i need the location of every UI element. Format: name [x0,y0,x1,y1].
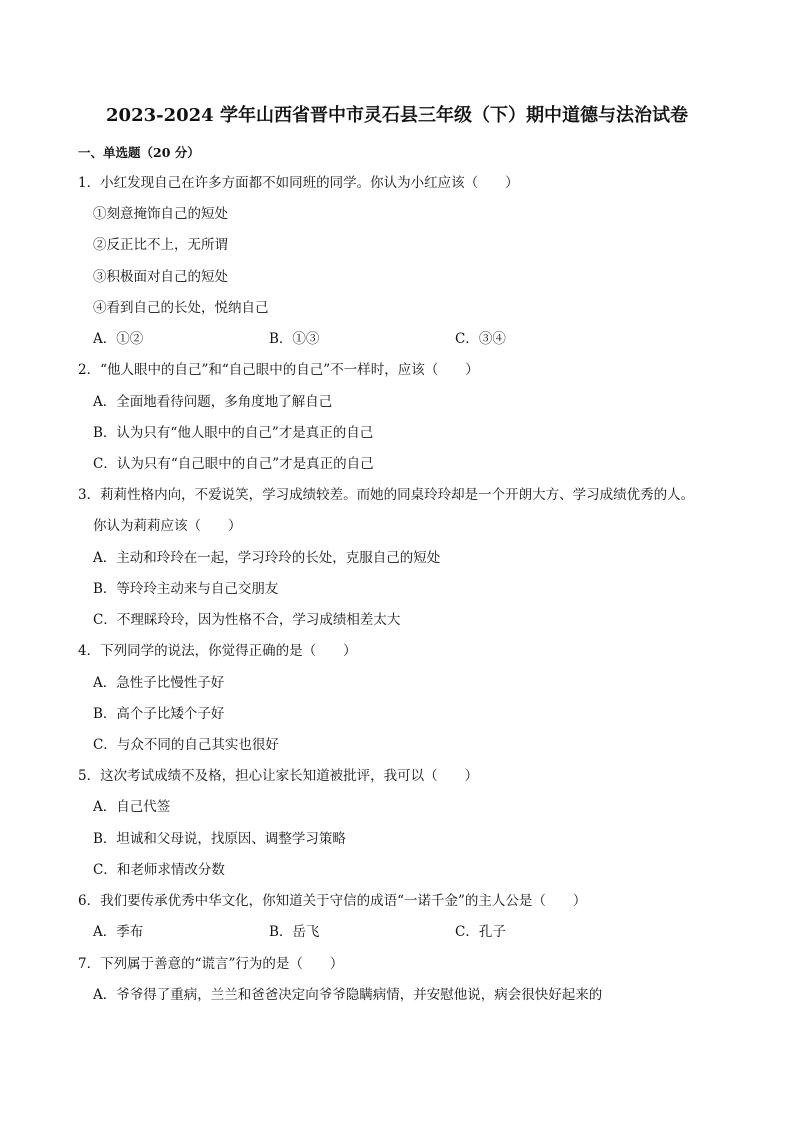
question-3-option-c: C．不理睬玲玲，因为性格不合，学习成绩相差太大 [93,612,401,628]
question-4-option-c: C．与众不同的自己其实也很好 [93,737,279,753]
exam-title: 2023-2024 学年山西省晋中市灵石县三年级（下）期中道德与法治试卷 [106,105,688,126]
question-6-options [93,922,733,942]
question-4-option-a: A．急性子比慢性子好 [93,675,225,691]
question-2-option-c: C．认为只有“自己眼中的自己”才是真正的自己 [93,456,374,472]
question-6-option-b: B．岳飞 [269,924,320,940]
question-3-option-a: A．主动和玲玲在一起，学习玲玲的长处，克服自己的短处 [93,550,441,566]
question-1-statement-2: ②反正比不上，无所谓 [93,237,228,253]
question-4-stem: 4．下列同学的说法，你觉得正确的是（ ） [78,643,357,659]
question-5-option-b: B．坦诚和父母说，找原因、调整学习策略 [93,831,346,847]
question-4-option-b: B．高个子比矮个子好 [93,706,225,722]
question-6-option-a: A．季布 [93,924,144,940]
question-1-option-a: A．①② [93,331,144,347]
question-1-statement-4: ④看到自己的长处，悦纳自己 [93,300,269,316]
question-7-option-a: A．爷爷得了重病，兰兰和爸爸决定向爷爷隐瞒病情，并安慰他说，病会很快好起来的 [93,987,603,1003]
question-5-stem: 5．这次考试成绩不及格，担心让家长知道被批评，我可以（ ） [78,768,479,784]
question-1-statement-3: ③积极面对自己的短处 [93,269,228,285]
question-1-stem: 1．小红发现自己在许多方面都不如同班的同学。你认为小红应该（ ） [78,175,519,191]
question-2-stem: 2．“他人眼中的自己”和“自己眼中的自己”不一样时，应该（ ） [78,362,479,378]
question-2-option-b: B．认为只有“他人眼中的自己”才是真正的自己 [93,425,374,441]
question-1-options [93,329,733,349]
question-1-statement-1: ①刻意掩饰自己的短处 [93,206,228,222]
question-3-stem-continued: 你认为莉莉应该（ ） [93,518,242,534]
question-2-option-a: A．全面地看待问题，多角度地了解自己 [93,394,333,410]
question-3-stem: 3．莉莉性格内向，不爱说笑，学习成绩较差。而她的同桌玲玲却是一个开朗大方、学习成绩优秀的人。 [78,487,695,503]
question-6-stem: 6．我们要传承优秀中华文化，你知道关于守信的成语“一诺千金”的主人公是（ ） [78,893,587,909]
question-6-option-c: C．孔子 [455,924,506,940]
question-5-option-a: A．自己代签 [93,799,171,815]
question-1-option-c: C．③④ [455,331,506,347]
question-5-option-c: C．和老师求情改分数 [93,862,225,878]
section-heading-single-choice: 一、单选题（20 分） [78,145,200,160]
question-7-stem: 7．下列属于善意的“谎言”行为的是（ ） [78,956,344,972]
question-3-option-b: B．等玲玲主动来与自己交朋友 [93,581,279,597]
question-1-option-b: B．①③ [269,331,320,347]
